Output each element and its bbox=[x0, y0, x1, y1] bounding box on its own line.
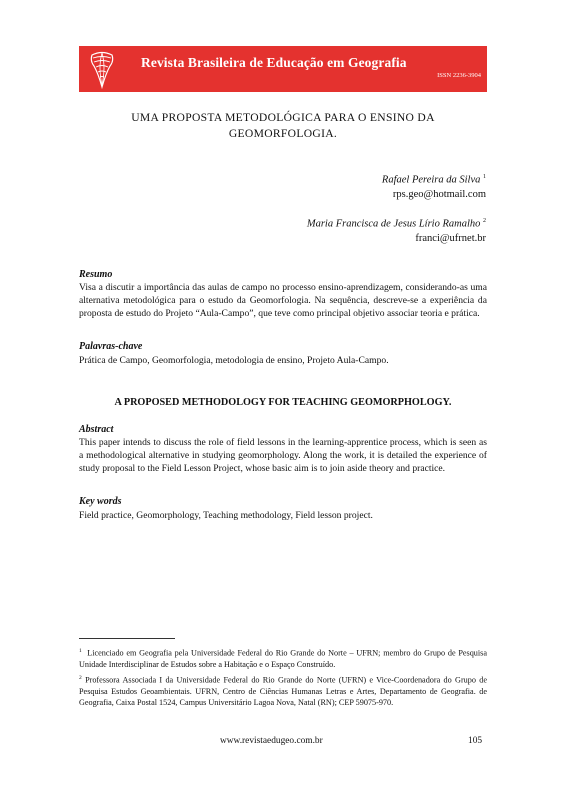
article-title bbox=[79, 110, 487, 142]
footnote-1-mark: 1 bbox=[79, 648, 82, 654]
footer-url: www.revistaedugeo.com.br bbox=[220, 736, 323, 746]
globe-logo-icon bbox=[89, 49, 115, 89]
issn-label: ISSN 2236-3904 bbox=[437, 72, 481, 79]
author-2-email: franci@ufrnet.br bbox=[415, 232, 486, 244]
keywords-heading: Key words bbox=[79, 496, 122, 507]
resumo-text: Visa a discutir a importância das aulas de campo no processo ensino-aprendizagem, considerando-as uma alternativa metodológica para o estudo da Geomorfologia. Na sequência, descreve-se a experiência da proposta de estudo do Projeto “Aula-Campo”, que teve como principal objetivo associar teoria e prática. bbox=[79, 282, 487, 319]
author-2 bbox=[307, 214, 486, 246]
article-title-line-1: UMA PROPOSTA METODOLÓGICA PARA O ENSINO DA bbox=[131, 111, 435, 124]
author-2-footnote-mark: 2 bbox=[483, 218, 486, 224]
keywords-text: Field practice, Geomorphology, Teaching methodology, Field lesson project. bbox=[79, 510, 373, 521]
author-1-email: rps.geo@hotmail.com bbox=[392, 188, 486, 200]
palavras-chave-text: Prática de Campo, Geomorfologia, metodologia de ensino, Projeto Aula-Campo. bbox=[79, 355, 389, 366]
author-2-name: Maria Francisca de Jesus Lírio Ramalho bbox=[306, 218, 481, 230]
article-title-line-2: GEOMORFOLOGIA. bbox=[228, 127, 338, 140]
author-1-name: Rafael Pereira da Silva bbox=[381, 174, 481, 186]
footnote-divider bbox=[79, 638, 175, 639]
footnote-1 bbox=[79, 646, 487, 670]
footnote-2-mark: 2 bbox=[79, 675, 82, 681]
author-1 bbox=[382, 170, 486, 202]
abstract-heading: Abstract bbox=[79, 424, 114, 435]
english-title: A PROPOSED METHODOLOGY FOR TEACHING GEOMORPHOLOGY. bbox=[114, 397, 452, 408]
palavras-chave-heading: Palavras-chave bbox=[79, 341, 143, 352]
journal-title: Revista Brasileira de Educação em Geografia bbox=[141, 55, 407, 70]
resumo-heading: Resumo bbox=[79, 269, 113, 280]
journal-header-banner bbox=[79, 46, 487, 92]
abstract-text: This paper intends to discuss the role of field lessons in the learning-apprentice process, which is seen as a methodological alternative in studying geomorphology. Along the work, it is detailed the experience of study proposal to the Field Lesson Project, whose basic aim is to join aside theory and practice. bbox=[79, 437, 487, 474]
footnote-1-text: Licenciado em Geografia pela Universidade Federal do Rio Grande do Norte – UFRN; membro do Grupo de Pesquisa Unidade Interdisciplinar de Estudos sobre a Habitação e o Espaço Construído. bbox=[79, 648, 487, 670]
footnote-2-text: Professora Associada I da Universidade Federal do Rio Grande do Norte (UFRN) e Vice-Coordenadora do Grupo de Pesquisa Estudos Geoambientais. UFRN, Centro de Ciências Humanas Letras e Artes, Departamento de Geografia. de Geografia, Caixa Postal 1524, Campus Universitário Lagoa Nova, Natal (RN); CEP 59075-970. bbox=[79, 675, 487, 708]
author-1-footnote-mark: 1 bbox=[483, 174, 486, 180]
page-number: 105 bbox=[468, 736, 483, 746]
footnote-2 bbox=[79, 673, 487, 709]
